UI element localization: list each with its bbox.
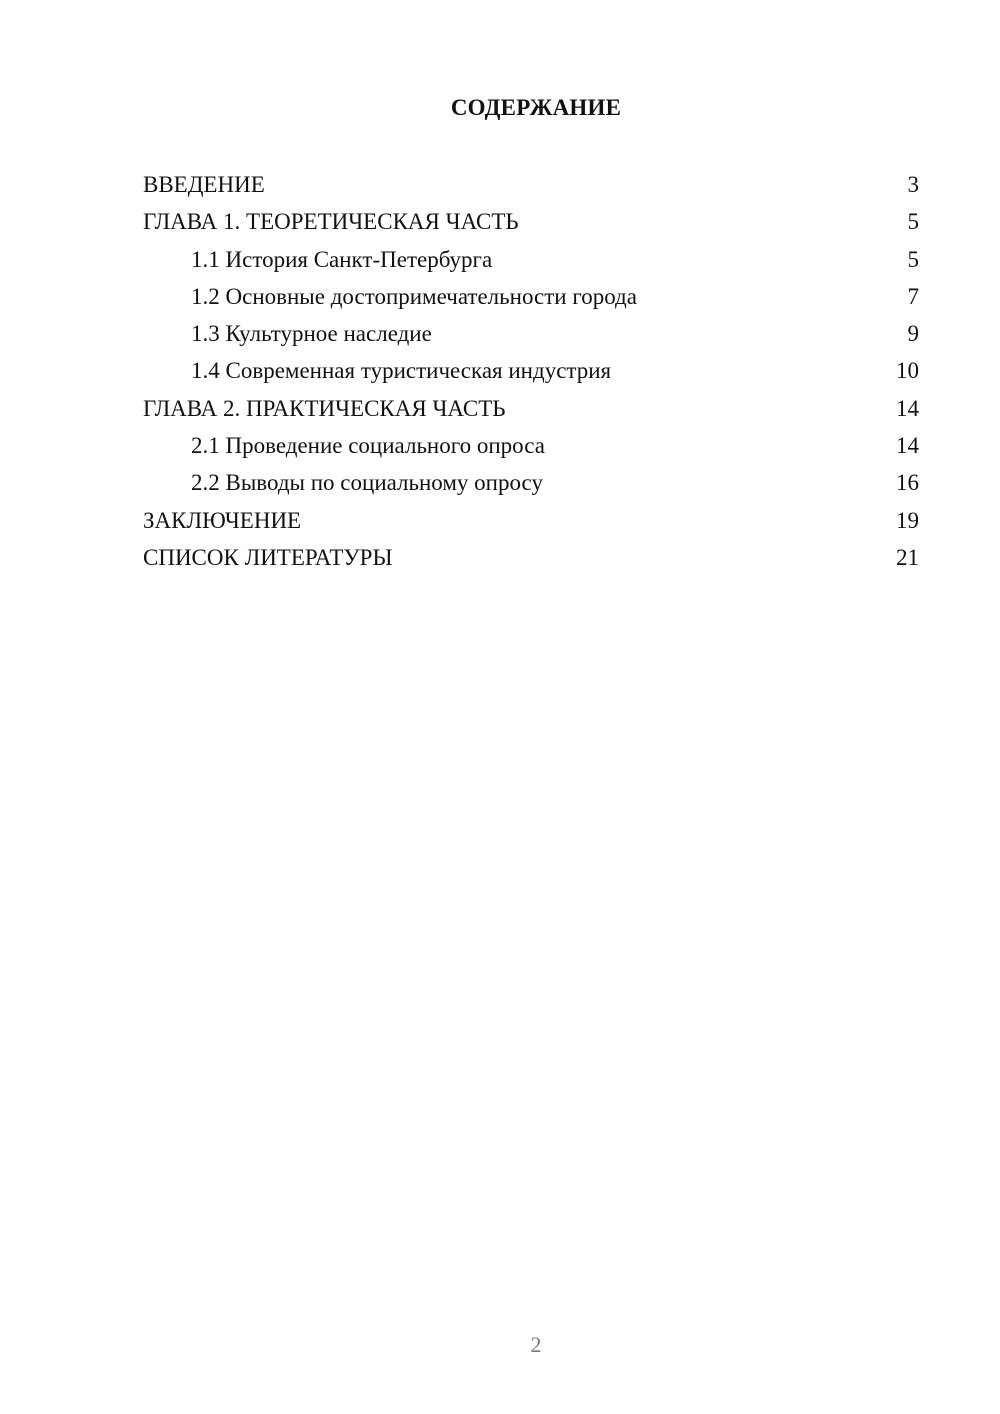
- toc-entry-section-1-3: [143, 317, 919, 354]
- toc-entry-section-2-2: [143, 466, 919, 503]
- toc-entry-page: 10: [896, 358, 919, 384]
- toc-entry-page: 7: [907, 283, 919, 309]
- table-of-contents: [143, 168, 919, 578]
- toc-entry-label: 1.3 Культурное наследие: [191, 321, 432, 347]
- toc-entry-chapter-2: [143, 392, 919, 429]
- toc-entry-page: 5: [907, 246, 919, 272]
- toc-entry-page: 9: [907, 321, 919, 347]
- toc-entry-page: 16: [896, 470, 919, 496]
- toc-entry-references: [143, 541, 919, 578]
- toc-entry-label: ЗАКЛЮЧЕНИЕ: [143, 507, 302, 533]
- toc-entry-label: СПИСОК ЛИТЕРАТУРЫ: [143, 544, 393, 570]
- toc-entry-label: 1.1 История Санкт-Петербурга: [191, 246, 493, 272]
- toc-entry-label: 1.4 Современная туристическая индустрия: [191, 358, 612, 384]
- toc-entry-page: 21: [896, 544, 919, 570]
- toc-entry-chapter-1: [143, 205, 919, 242]
- page-number: 2: [530, 1332, 542, 1357]
- toc-entry-section-1-4: [143, 354, 919, 391]
- toc-entry-section-1-1: [143, 243, 919, 280]
- toc-entry-label: ВВЕДЕНИЕ: [143, 172, 265, 197]
- toc-entry-label: ГЛАВА 1. ТЕОРЕТИЧЕСКАЯ ЧАСТЬ: [143, 209, 519, 235]
- toc-entry-section-2-1: [143, 429, 919, 466]
- toc-entry-page: 19: [896, 507, 919, 533]
- toc-entry-section-1-2: [143, 280, 919, 317]
- toc-entry-page: 5: [907, 209, 919, 235]
- toc-entry-label: ГЛАВА 2. ПРАКТИЧЕСКАЯ ЧАСТЬ: [143, 395, 506, 421]
- toc-entry-introduction: [143, 168, 919, 205]
- toc-entry-conclusion: [143, 504, 919, 541]
- toc-entry-label: 1.2 Основные достопримечательности города: [191, 283, 637, 309]
- toc-entry-page: 14: [896, 433, 919, 459]
- toc-entry-label: 2.1 Проведение социального опроса: [191, 433, 545, 459]
- toc-title: СОДЕРЖАНИЕ: [450, 95, 622, 120]
- toc-entry-label: 2.2 Выводы по социальному опросу: [191, 470, 543, 496]
- toc-entry-page: 14: [896, 395, 919, 421]
- toc-entry-page: 3: [907, 172, 919, 197]
